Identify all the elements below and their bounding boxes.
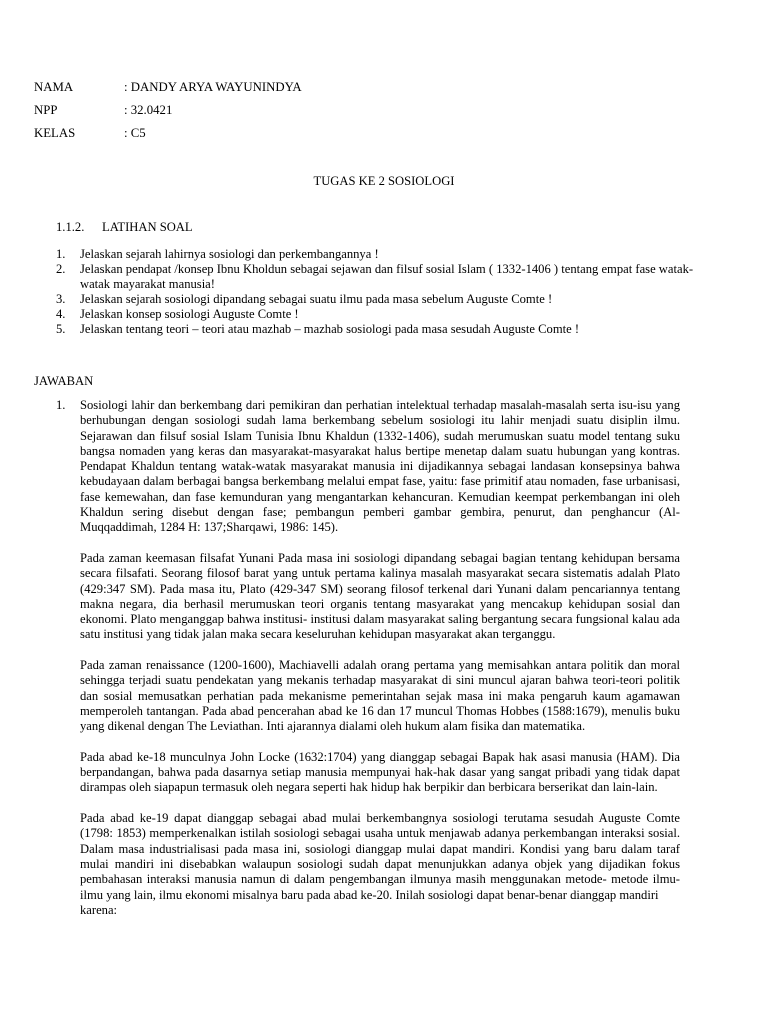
answer-number: 1. <box>56 398 66 412</box>
identity-value: : DANDY ARYA WAYUNINDYA <box>124 80 302 94</box>
list-item <box>56 307 716 322</box>
list-item <box>56 247 716 262</box>
section-number: 1.1.2. <box>56 220 85 234</box>
answer-paragraph: Sosiologi lahir dan berkembang dari pemikiran dan perhatian intelektual terhadap masalah-masalah serta isu-isu yang berhubungan dengan sosiologi sudah lama berkembang sebelum sosiologi itu lahir menjadi suatu disiplin ilmu. Sejarawan dan filsuf sosial Islam Tunisia Ibnu Khaldun (1332-1406), sudah merumuskan suatu model tentang suku bangsa nomaden yang keras dan masyarakat-masyarakat halus bertipe menetap dalam suatu hubungan yang kontras. Pendapat Khaldun tentang watak-watak masyarakat manusia ini dijadikannya sebagai landasan konsepsinya bahwa kebudayaan dalam berbagai bangsa berkembang melalui empat fase, yaitu: fase primitif atau nomaden, fase urbanisasi, fase kemewahan, dan fase kemunduran yang mengantarkan kehancuran. Kemudian keempat perkembangan ini oleh Khaldun sering disebut dengan fase; pembangun pemberi gambar gembira, penurut, dan penghancur (Al-Muqqaddimah, 1284 H: 137;Sharqawi, 1986: 145). <box>80 398 680 535</box>
question-text: Jelaskan pendapat /konsep Ibnu Kholdun sebagai sejawan dan filsuf sosial Islam ( 1332-1406 ) tentang empat fase watak-watak mayarakat manusia! <box>80 262 694 291</box>
section-label: LATIHAN SOAL <box>102 220 193 234</box>
question-text: Jelaskan konsep sosiologi Auguste Comte ! <box>80 307 299 321</box>
list-item <box>56 292 716 307</box>
list-item <box>56 262 716 292</box>
answer-body <box>56 398 680 918</box>
question-list <box>56 247 716 337</box>
list-item <box>56 322 716 337</box>
answer-tail-text: karena: <box>80 902 118 917</box>
answers-heading: JAWABAN <box>34 374 94 388</box>
identity-value: : 32.0421 <box>124 103 173 117</box>
identity-label: NPP <box>34 103 58 117</box>
answer-paragraph: Pada zaman renaissance (1200-1600), Machiavelli adalah orang pertama yang memisahkan antara politik dan moral sehingga terjadi suatu pendekatan yang mekanis terhadap masyarakat di sini muncul ajaran bahwa teori-teori politik dan sosial memusatkan perhatian pada mekanisme pemerintahan sejak masa ini maka pengaruh kaum agamawan memperoleh tantangan. Pada abad pencerahan abad ke 16 dan 17 muncul Thomas Hobbes (1588:1679), menulis buku yang dikenal dengan The Leviathan. Inti ajarannya dialami oleh hukum alam fisika dan matematika. <box>80 658 680 734</box>
question-text: Jelaskan sejarah sosiologi dipandang sebagai suatu ilmu pada masa sebelum Auguste Comte ! <box>80 292 553 306</box>
question-number: 5. <box>56 322 66 336</box>
question-text: Jelaskan sejarah lahirnya sosiologi dan perkembangannya ! <box>80 247 379 261</box>
document-title: TUGAS KE 2 SOSIOLOGI <box>313 174 455 188</box>
question-number: 2. <box>56 262 66 276</box>
question-number: 1. <box>56 247 66 261</box>
question-number: 3. <box>56 292 66 306</box>
question-text: Jelaskan tentang teori – teori atau mazhab – mazhab sosiologi pada masa sesudah Auguste Comte ! <box>80 322 580 336</box>
question-number: 4. <box>56 307 66 321</box>
answer-paragraph: Pada zaman keemasan filsafat Yunani Pada masa ini sosiologi dipandang sebagai bagian tentang kehidupan bersama secara filsafati. Seorang filosof barat yang untuk pertama kalinya masalah masyarakat secara sistematis adalah Plato (429:347 SM). Pada masa itu, Plato (429-347 SM) seorang filosof terkenal dari Yunani dalam pencariannya tentang makna negara, dia berhasil merumuskan teori organis tentang masyarakat yang mencakup kehidupan sosial dan ekonomi. Plato menganggap bahwa institusi- institusi dalam masyarakat saling bergantung secara fungsional kalau ada satu institusi yang tidak jalan maka secara keseluruhan kehidupan masyarakat akan terganggu. <box>80 550 680 642</box>
identity-label: NAMA <box>34 80 74 94</box>
section-heading <box>56 218 193 236</box>
answer-paragraph: Pada abad ke-19 dapat dianggap sebagai abad mulai berkembangnya sosiologi terutama sesudah Auguste Comte (1798: 1853) memperkenalkan istilah sosiologi sebagai usaha untuk menjawab adanya perkembangan interaksi sosial. Dalam masa industrialisasi pada masa ini, sosiologi dianggap mulai dapat mandiri. Kondisi yang baru dalam taraf mulai mandiri ini disebabkan walaupun sosiologi sudah dapat menunjukkan adanya objek yang dijadikan fokus pembahasan interaksi manusia namun di dalam pengembangan ilmunya masih menggunakan metode- metode ilmu-ilmu yang lain, ilmu ekonomi misalnya baru pada abad ke-20. Inilah sosiologi dapat benar-benar dianggap mandiri <box>80 811 680 902</box>
identity-label: KELAS <box>34 126 76 140</box>
answer-paragraph: Pada abad ke-18 munculnya John Locke (1632:1704) yang dianggap sebagai Bapak hak asasi manusia (HAM). Dia berpandangan, bahwa pada dasarnya setiap manusia mempunyai hak-hak dasar yang sangat pribadi yang tidak dapat dirampas oleh siapapun termasuk oleh negara seperti hak hidup hak berpikir dan berbicara berserikat dan lain-lain. <box>80 749 680 795</box>
identity-value: : C5 <box>124 126 146 140</box>
